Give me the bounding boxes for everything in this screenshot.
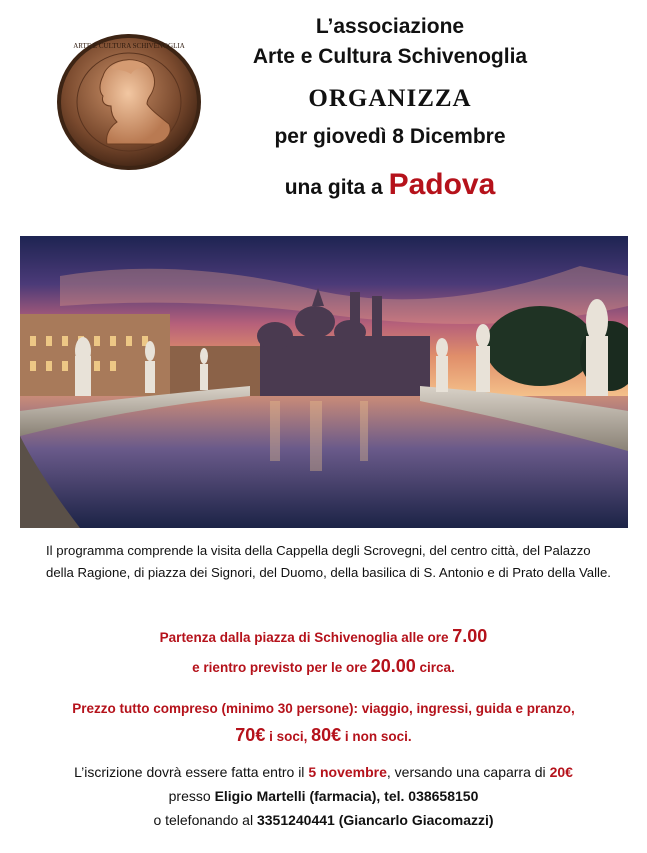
price-soci: 70€ [235,725,266,745]
presso-text: presso [168,788,215,804]
non-soci-label: i non soci. [341,729,412,744]
padova-photo [20,236,628,528]
contact-primary: Eligio Martelli (farmacia), tel. 038658150 [214,788,479,804]
subscription-deposit: 20€ [549,764,573,780]
header [200,8,580,207]
return-line [0,652,647,682]
return-text: e rientro previsto per le ore [192,660,371,675]
soci-label: i soci, [265,729,312,744]
return-time: 20.00 [370,656,416,676]
price-non-soci: 80€ [311,725,342,745]
medal-portrait-image [55,32,203,172]
subscription-text-2: , versando una caparra di [386,764,550,780]
subscription-text: L’iscrizione dovrà essere fatta entro il [74,764,309,780]
contact-secondary: 3351240441 (Giancarlo Giacomazzi) [256,812,494,828]
medal-legend: ARTE E CULTURA SCHIVENOGLIA [73,42,185,50]
subscription-line-1 [0,760,647,784]
subscription-line-2 [0,784,647,808]
association-line-1: L’associazione [315,15,465,38]
price-info [0,696,647,750]
departure-time: 7.00 [452,626,488,646]
event-date: per giovedì 8 Dicembre [274,125,506,148]
phone-text: o telefonando al [153,812,257,828]
return-suffix: circa. [415,660,455,675]
subscription-deadline: 5 novembre [308,764,387,780]
association-name: Arte e Cultura Schivenoglia [252,45,528,68]
subscription-info [0,760,647,832]
organizza-heading: ORGANIZZA [308,85,472,112]
trip-city: Padova [388,168,496,201]
subscription-line-3 [0,808,647,832]
departure-info [0,622,647,682]
departure-text: Partenza dalla piazza di Schivenoglia alle ore [159,630,453,645]
trip-title [200,166,580,207]
program-description: Il programma comprende la visita della Cappella degli Scrovegni, del centro città, del Palazzo della Ragione, di piazza dei Signori, del Duomo, della basilica di S. Antonio e di Prato della Valle. [46,543,611,580]
trip-prefix: una gita a [284,176,389,199]
price-description: Prezzo tutto compreso (minimo 30 persone): viaggio, ingressi, guida e pranzo, [72,701,575,716]
price-values [0,722,647,750]
departure-line [0,622,647,652]
